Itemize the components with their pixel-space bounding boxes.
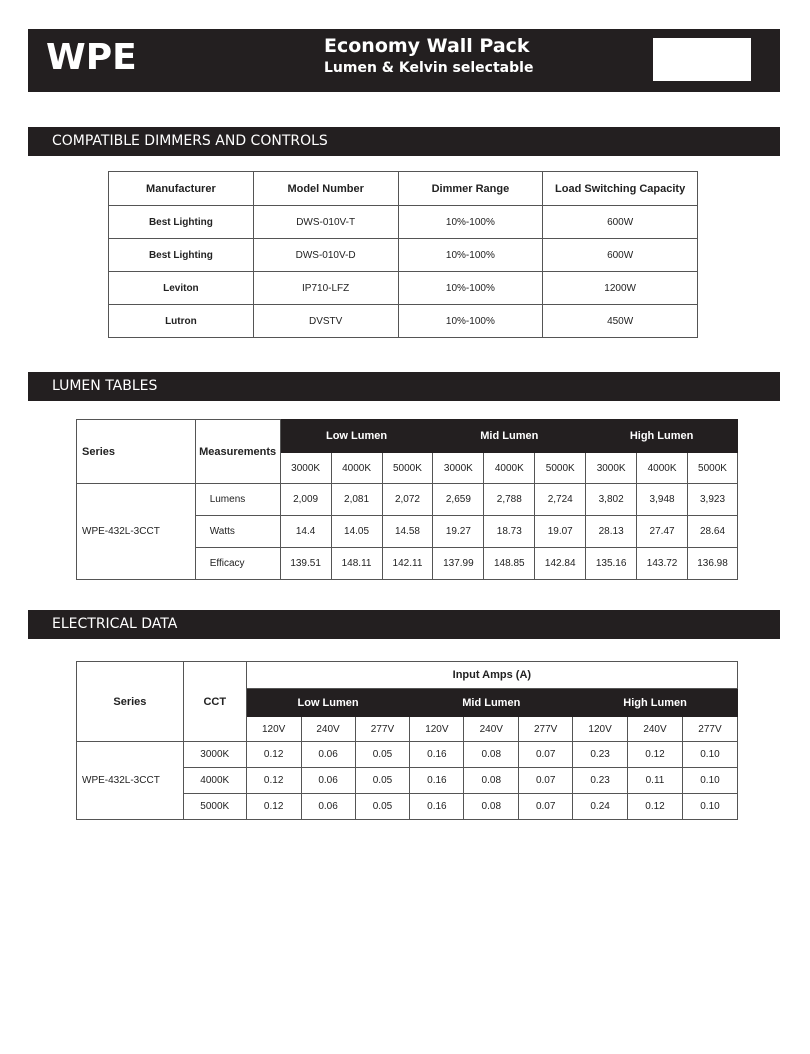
dimmers-table [108,171,698,338]
capacity-cell: 600W [543,206,698,239]
value-cell: 0.10 [682,742,737,768]
section-title: ELECTRICAL DATA [52,616,178,632]
model-cell: DWS-010V-T [253,206,398,239]
manufacturer-cell: Lutron [109,305,254,338]
capacity-cell: 1200W [543,272,698,305]
voltage-header: 240V [301,717,355,742]
value-cell: 0.24 [573,794,628,820]
series-cell: WPE-432L-3CCT [77,484,196,580]
table-row [109,239,698,272]
input-amps-header: Input Amps (A) [246,662,737,689]
cct-cell: 4000K [183,768,246,794]
series-header: Series [77,420,196,484]
capacity-cell: 600W [543,239,698,272]
cct-cell: 5000K [183,794,246,820]
value-cell: 0.08 [464,794,519,820]
series-header: Series [77,662,184,742]
kelvin-header: 3000K [280,453,331,484]
section-title: LUMEN TABLES [52,378,158,394]
logo-placeholder [653,38,751,81]
value-cell: 2,724 [535,484,586,516]
kelvin-header: 5000K [688,453,738,484]
value-cell: 0.12 [246,768,301,794]
value-cell: 0.05 [355,742,410,768]
value-cell: 0.11 [628,768,683,794]
value-cell: 148.11 [331,548,382,580]
manufacturer-cell: Best Lighting [109,206,254,239]
table-row [109,305,698,338]
value-cell: 0.07 [519,742,573,768]
value-cell: 0.12 [246,742,301,768]
voltage-header: 120V [573,717,628,742]
model-cell: DVSTV [253,305,398,338]
brand-logo: WPE [46,37,137,78]
value-cell: 148.85 [484,548,535,580]
cct-header: CCT [183,662,246,742]
table-row [77,484,738,516]
value-cell: 137.99 [433,548,484,580]
page-subtitle: Lumen & Kelvin selectable [324,60,534,76]
range-cell: 10%-100% [398,272,543,305]
value-cell: 0.07 [519,794,573,820]
value-cell: 135.16 [586,548,637,580]
voltage-header: 277V [519,717,573,742]
measurement-label: Efficacy [195,548,280,580]
range-cell: 10%-100% [398,206,543,239]
group-header-low: Low Lumen [280,420,433,453]
kelvin-header: 3000K [433,453,484,484]
input-row [77,662,738,689]
value-cell: 143.72 [637,548,688,580]
group-header-high: High Lumen [573,689,738,717]
measurements-header: Measurements [195,420,280,484]
value-cell: 2,072 [382,484,433,516]
column-header: Manufacturer [109,172,254,206]
voltage-header: 120V [246,717,301,742]
value-cell: 0.06 [301,794,355,820]
value-cell: 3,948 [637,484,688,516]
value-cell: 3,923 [688,484,738,516]
measurement-label: Watts [195,516,280,548]
value-cell: 0.05 [355,768,410,794]
group-header-low: Low Lumen [246,689,410,717]
kelvin-header: 4000K [331,453,382,484]
value-cell: 19.07 [535,516,586,548]
manufacturer-cell: Best Lighting [109,239,254,272]
group-header-mid: Mid Lumen [433,420,586,453]
voltage-header: 240V [464,717,519,742]
group-header-high: High Lumen [586,420,738,453]
value-cell: 0.10 [682,768,737,794]
voltage-header: 240V [628,717,683,742]
value-cell: 0.06 [301,742,355,768]
kelvin-header: 5000K [535,453,586,484]
value-cell: 139.51 [280,548,331,580]
electrical-table [76,661,738,820]
value-cell: 2,788 [484,484,535,516]
cct-cell: 3000K [183,742,246,768]
section-electrical [28,610,780,639]
value-cell: 0.07 [519,768,573,794]
kelvin-header: 5000K [382,453,433,484]
value-cell: 14.58 [382,516,433,548]
table-header-row [109,172,698,206]
value-cell: 136.98 [688,548,738,580]
voltage-header: 120V [410,717,464,742]
value-cell: 142.11 [382,548,433,580]
header-bar [28,29,780,92]
page-title: Economy Wall Pack [324,35,530,57]
value-cell: 18.73 [484,516,535,548]
value-cell: 28.13 [586,516,637,548]
value-cell: 0.16 [410,768,464,794]
kelvin-header: 4000K [637,453,688,484]
kelvin-header: 4000K [484,453,535,484]
value-cell: 2,659 [433,484,484,516]
table-row [109,272,698,305]
value-cell: 2,009 [280,484,331,516]
column-header: Model Number [253,172,398,206]
value-cell: 0.05 [355,794,410,820]
value-cell: 0.12 [246,794,301,820]
manufacturer-cell: Leviton [109,272,254,305]
value-cell: 28.64 [688,516,738,548]
value-cell: 0.08 [464,768,519,794]
section-title: COMPATIBLE DIMMERS AND CONTROLS [52,133,328,149]
voltage-header: 277V [355,717,410,742]
value-cell: 0.16 [410,794,464,820]
measurement-label: Lumens [195,484,280,516]
value-cell: 0.23 [573,768,628,794]
range-cell: 10%-100% [398,239,543,272]
range-cell: 10%-100% [398,305,543,338]
capacity-cell: 450W [543,305,698,338]
value-cell: 0.06 [301,768,355,794]
value-cell: 2,081 [331,484,382,516]
table-row [109,206,698,239]
lumen-group-row [77,420,738,453]
value-cell: 27.47 [637,516,688,548]
section-lumen [28,372,780,401]
value-cell: 14.4 [280,516,331,548]
table-row [77,742,738,768]
series-cell: WPE-432L-3CCT [77,742,184,820]
column-header: Dimmer Range [398,172,543,206]
model-cell: DWS-010V-D [253,239,398,272]
value-cell: 0.12 [628,794,683,820]
value-cell: 0.23 [573,742,628,768]
value-cell: 0.10 [682,794,737,820]
section-dimmers [28,127,780,156]
lumen-table [76,419,738,580]
voltage-header: 277V [682,717,737,742]
group-header-mid: Mid Lumen [410,689,573,717]
value-cell: 0.08 [464,742,519,768]
model-cell: IP710-LFZ [253,272,398,305]
column-header: Load Switching Capacity [543,172,698,206]
value-cell: 19.27 [433,516,484,548]
value-cell: 14.05 [331,516,382,548]
value-cell: 0.12 [628,742,683,768]
value-cell: 0.16 [410,742,464,768]
value-cell: 142.84 [535,548,586,580]
value-cell: 3,802 [586,484,637,516]
kelvin-header: 3000K [586,453,637,484]
